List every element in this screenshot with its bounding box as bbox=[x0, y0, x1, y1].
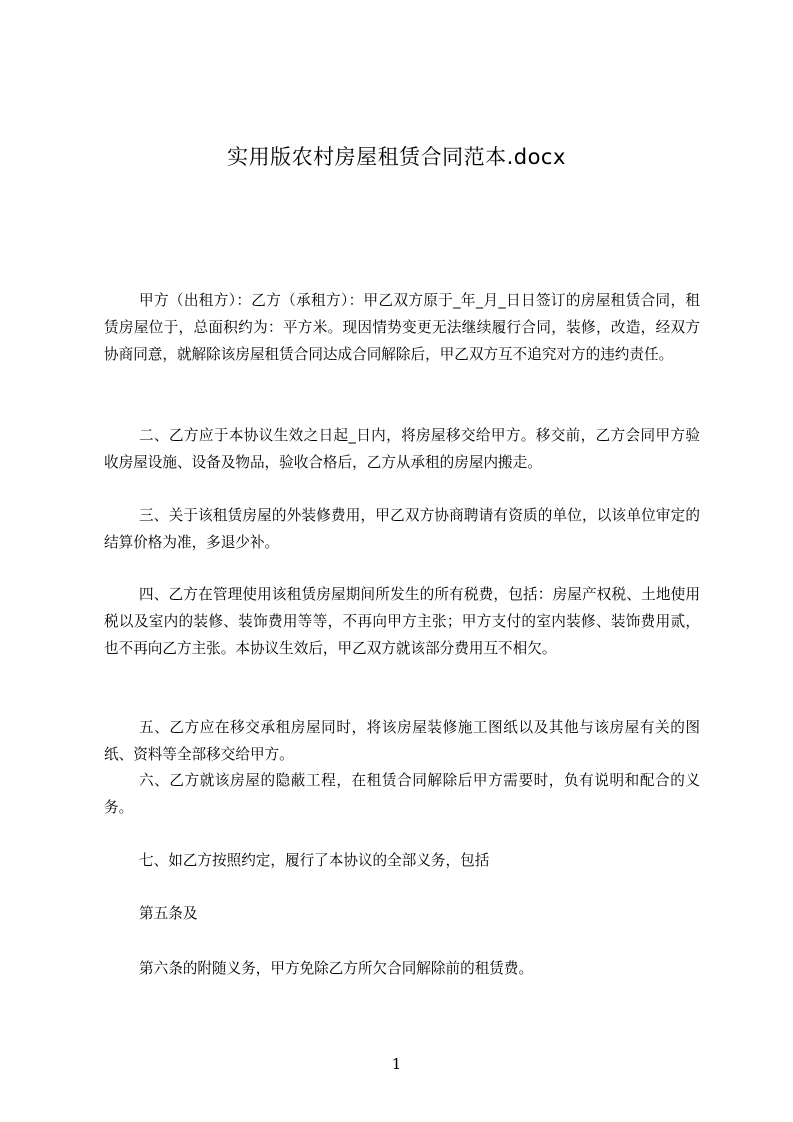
document-title: 实用版农村房屋租赁合同范本.docx bbox=[227, 145, 566, 169]
paragraph-clause-7-cont-b: 第六条的附随义务，甲方免除乙方所欠合同解除前的租赁费。 bbox=[139, 960, 534, 977]
paragraph-parties: 甲方（出租方）：乙方（承租方）：甲乙双方原于_年_月_日日签订的房屋租赁合同，租赁房屋位于，总面积约为：平方米。现因情势变更无法继续履行合同，装修，改造，经双方协商同意，就解除该房屋租赁合同达成合同解除后，甲乙双方互不追究对方的违约责任。 bbox=[104, 292, 700, 363]
paragraph-clause-2: 二、乙方应于本协议生效之日起_日内，将房屋移交给甲方。移交前，乙方会同甲方验收房屋设施、设备及物品，验收合格后，乙方从承租的房屋内搬走。 bbox=[104, 427, 700, 471]
paragraph-clause-7: 七、如乙方按照约定，履行了本协议的全部义务，包括 bbox=[139, 852, 490, 869]
paragraph-clause-6: 六、乙方就该房屋的隐蔽工程，在租赁合同解除后甲方需要时，负有说明和配合的义务。 bbox=[104, 772, 700, 816]
paragraph-clause-3: 三、关于该租赁房屋的外装修费用，甲乙双方协商聘请有资质的单位，以该单位审定的结算价格为准，多退少补。 bbox=[104, 507, 700, 551]
page-number: 1 bbox=[391, 1055, 402, 1073]
paragraph-clause-4: 四、乙方在管理使用该租赁房屋期间所发生的所有税费，包括：房屋产权税、土地使用税以及室内的装修、装饰费用等等，不再向甲方主张；甲方支付的室内装修、装饰费用贰，也不再向乙方主张。本协议生效后，甲乙双方就该部分费用互不相欠。 bbox=[104, 586, 700, 657]
paragraph-clause-7-cont-a: 第五条及 bbox=[139, 905, 198, 922]
paragraph-clause-5: 五、乙方应在移交承租房屋同时，将该房屋装修施工图纸以及其他与该房屋有关的图纸、资料等全部移交给甲方。 bbox=[104, 719, 700, 763]
